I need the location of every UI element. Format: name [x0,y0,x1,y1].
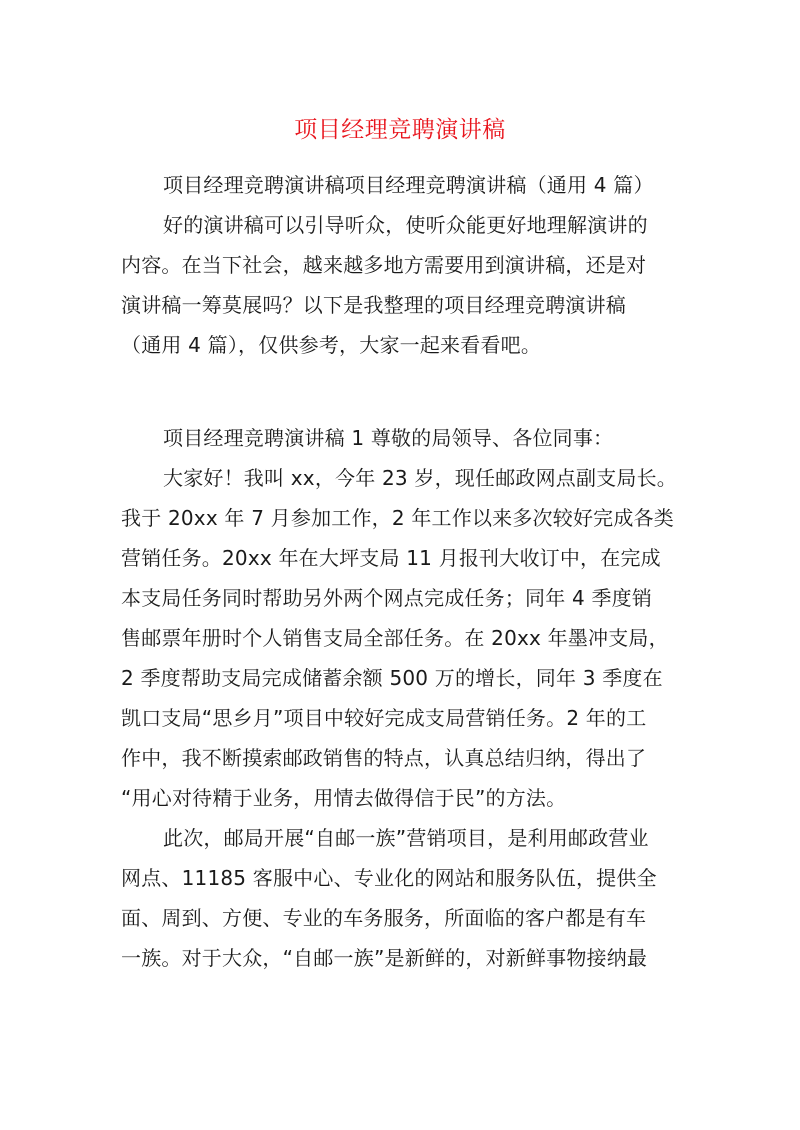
intro-line: （通用 4 篇），仅供参考，大家一起来看看吧。 [121,333,542,357]
intro-line: 演讲稿一筹莫展吗？以下是我整理的项目经理竞聘演讲稿 [121,293,626,317]
section-line: 我于 20xx 年 7 月参加工作，2 年工作以来多次较好完成各类 [121,506,674,530]
section-line: 网点、11185 客服中心、专业化的网站和服务队伍，提供全 [121,866,657,890]
section-line: 项目经理竞聘演讲稿 1 尊敬的局领导、各位同事： [163,426,614,450]
section-paragraph [121,418,681,978]
section-line: 凯口支局“思乡月”项目中较好完成支局营销任务。2 年的工 [121,706,647,730]
section-line: 此次，邮局开展“自邮一族”营销项目，是利用邮政营业 [163,826,649,850]
section-line: 2 季度帮助支局完成储蓄余额 500 万的增长，同年 3 季度在 [121,666,663,690]
intro-paragraph [121,165,681,365]
section-line: 售邮票年册时个人销售支局全部任务。在 20xx 年墨冲支局， [121,626,669,650]
section-line: 作中，我不断摸索邮政销售的特点，认真总结归纳，得出了 [121,746,647,770]
document-title: 项目经理竞聘演讲稿 [294,117,506,143]
intro-line: 好的演讲稿可以引导听众，使听众能更好地理解演讲的 [163,213,648,237]
section-line: 一族。对于大众，“自邮一族”是新鲜的，对新鲜事物接纳最 [121,946,648,970]
intro-line: 项目经理竞聘演讲稿项目经理竞聘演讲稿（通用 4 篇） [163,173,654,197]
section-line: “用心对待精于业务，用情去做得信于民”的方法。 [121,786,567,810]
section-line: 面、周到、方便、专业的车务服务，所面临的客户都是有车 [121,906,647,930]
section-line: 营销任务。20xx 年在大坪支局 11 月报刊大收订中，在完成 [121,546,661,570]
intro-line: 内容。在当下社会，越来越多地方需要用到演讲稿，还是对 [121,253,647,277]
section-line: 本支局任务同时帮助另外两个网点完成任务；同年 4 季度销 [121,586,653,610]
section-line: 大家好！我叫 xx，今年 23 岁，现任邮政网点副支局长。 [163,466,677,490]
